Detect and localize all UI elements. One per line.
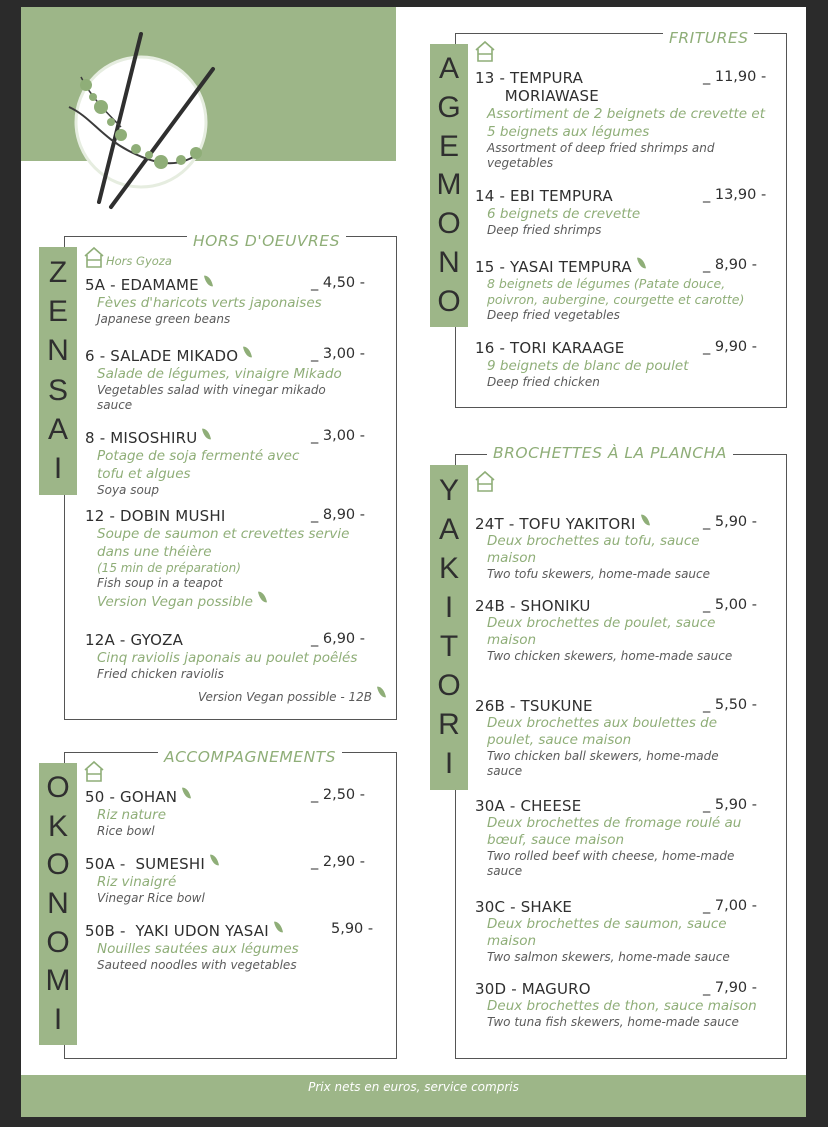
house-icon bbox=[475, 40, 495, 62]
french-description: Salade de légumes, vinaigre Mikado bbox=[97, 366, 342, 382]
french-description: Riz nature bbox=[97, 807, 167, 823]
price: _ 3,00 - bbox=[311, 428, 365, 444]
leaf-icon bbox=[258, 590, 267, 603]
menu-item-tofu-yakitori: 24T - TOFU YAKITORI _ 5,90 - Deux brochettes au tofu, sauce maison Two tofu skewers, home-made sauce bbox=[475, 514, 775, 582]
leaf-icon bbox=[641, 513, 650, 526]
menu-item-yasai-tempura: 15 - YASAI TEMPURA _ 8,90 - 8 beignets de légumes (Patate douce, poivron, aubergine, courgette et carotte) Deep fried vegetables bbox=[475, 257, 775, 323]
menu-item-tsukune: 26B - TSUKUNE _ 5,50 - Deux brochettes aux boulettes de poulet, sauce maison Two chicken ball skewers, home-made sauce bbox=[475, 697, 757, 778]
leaf-icon bbox=[204, 274, 213, 287]
hors-doeuvres-title: HORS D'OEUVRES bbox=[187, 232, 346, 250]
menu-item-shake: 30C - SHAKE _ 7,00 - Deux brochettes de saumon, sauce maison Two salmon skewers, home-made sauce bbox=[475, 898, 775, 965]
english-description: Sauteed noodles with vegetables bbox=[97, 958, 297, 972]
price: _ 7,00 - bbox=[703, 898, 757, 914]
menu-item-shoniku: 24B - SHONIKU _ 5,00 - Deux brochettes de poulet, sauce maison Two chicken skewers, home-made sauce bbox=[475, 597, 757, 663]
accompagnements-title: ACCOMPAGNEMENTS bbox=[158, 748, 342, 766]
english-description: Deep fried chicken bbox=[487, 375, 600, 389]
french-description: Riz vinaigré bbox=[97, 874, 177, 890]
english-description: Two tuna fish skewers, home-made sauce bbox=[487, 1015, 739, 1029]
menu-item-ebi-tempura: 14 - EBI TEMPURA _ 13,90 - 6 beignets de crevette Deep fried shrimps bbox=[475, 187, 775, 238]
logo-banner bbox=[21, 7, 396, 161]
menu-item-maguro: 30D - MAGURO _ 7,90 - Deux brochettes de thon, sauce maison Two tuna fish skewers, home-made sauce bbox=[475, 980, 775, 1030]
price: _ 2,90 - bbox=[311, 854, 365, 870]
house-icon bbox=[84, 760, 104, 782]
french-description: Cinq raviolis japonais au poulet poêlés bbox=[97, 650, 358, 666]
price: _ 5,90 - bbox=[703, 797, 757, 813]
french-description: Nouilles sautées aux légumes bbox=[97, 941, 299, 957]
price: _ 2,50 - bbox=[311, 787, 365, 803]
french-description: Deux brochettes de poulet, sauce maison bbox=[487, 615, 716, 648]
english-description: Two chicken ball skewers, home-made sauce bbox=[487, 749, 719, 778]
english-description: Fried chicken raviolis bbox=[97, 667, 224, 681]
english-description: Two salmon skewers, home-made sauce bbox=[487, 950, 730, 964]
french-description: 6 beignets de crevette bbox=[487, 206, 641, 222]
english-description: Assortment of deep fried shrimps and vegetables bbox=[487, 141, 715, 170]
menu-item-dobin-mushi: 12 - DOBIN MUSHI _ 8,90 - Soupe de saumon et crevettes servie dans une théière (15 min de préparation) Fish soup in a teapot Version Vegan possible bbox=[85, 507, 385, 611]
vegan-note: Version Vegan possible bbox=[97, 594, 253, 610]
menu-item-gyoza: 12A - GYOZA _ 6,90 - Cinq raviolis japonais au poulet poêlés Fried chicken raviolis Version Vegan possible - 12B bbox=[85, 631, 385, 705]
price: _ 5,50 - bbox=[703, 697, 757, 713]
yakitori-vertical-label: Y A K I T O R I bbox=[430, 465, 468, 790]
leaf-icon bbox=[202, 427, 211, 440]
leaf-icon bbox=[243, 345, 252, 358]
house-icon bbox=[475, 470, 495, 492]
french-description: Assortiment de 2 beignets de crevette et 5 beignets aux légumes bbox=[487, 106, 765, 140]
french-description: Deux brochettes de thon, sauce maison bbox=[487, 998, 757, 1014]
price: _ 7,90 - bbox=[703, 980, 757, 996]
menu-item-tori-karaage: 16 - TORI KARAAGE _ 9,90 - 9 beignets de blanc de poulet Deep fried chicken bbox=[475, 339, 775, 390]
english-description: Deep fried shrimps bbox=[487, 223, 602, 237]
leaf-icon bbox=[274, 920, 283, 933]
brochettes-title: BROCHETTES À LA PLANCHA bbox=[487, 444, 733, 462]
house-icon bbox=[84, 246, 104, 268]
leaf-icon bbox=[637, 256, 646, 269]
leaf-icon bbox=[377, 685, 386, 698]
menu-item-cheese: 30A - CHEESE _ 5,90 - Deux brochettes de fromage roulé au bœuf, sauce maison Two rolled beef with cheese, home-made sauce bbox=[475, 797, 775, 879]
french-description: Potage de soja fermenté avec tofu et algues bbox=[97, 448, 300, 482]
price: _ 5,00 - bbox=[703, 597, 757, 613]
french-description: Deux brochettes aux boulettes de poulet, sauce maison bbox=[487, 715, 718, 748]
price: _ 13,90 - bbox=[703, 187, 767, 203]
english-description: Rice bowl bbox=[97, 824, 155, 838]
menu-item-misoshiru: 8 - MISOSHIRU _ 3,00 - Potage de soja fermenté avec tofu et algues Soya soup bbox=[85, 428, 385, 498]
price: _ 9,90 - bbox=[703, 339, 757, 355]
price: _ 3,00 - bbox=[311, 346, 365, 362]
french-description: 9 beignets de blanc de poulet bbox=[487, 358, 689, 374]
fritures-title: FRITURES bbox=[663, 29, 754, 47]
french-description: Fèves d'haricots verts japonaises bbox=[97, 295, 322, 311]
preparation-note: (15 min de préparation) bbox=[97, 561, 241, 575]
english-description: Vegetables salad with vinegar mikado sauce bbox=[97, 383, 326, 412]
footer-note: Prix nets en euros, service compris bbox=[308, 1080, 519, 1094]
french-description: Deux brochettes au tofu, sauce maison bbox=[487, 533, 700, 566]
zensai-vertical-label: Z E N S A I bbox=[39, 247, 77, 495]
price: _ 5,90 - bbox=[703, 514, 757, 530]
english-description: Soya soup bbox=[97, 483, 160, 497]
french-description: Deux brochettes de fromage roulé au bœuf, sauce maison bbox=[487, 815, 742, 848]
chopsticks-blossom-logo bbox=[61, 27, 261, 237]
leaf-icon bbox=[182, 786, 191, 799]
menu-item-tempura-moriawase: 13 - TEMPURA MORIAWASE _ 11,90 - Assortiment de 2 beignets de crevette et 5 beignets aux légumes Assortment of deep fried shrimps and vegetables bbox=[475, 69, 775, 171]
french-description: Soupe de saumon et crevettes servie dans une théière bbox=[97, 526, 350, 560]
menu-item-salade-mikado: 6 - SALADE MIKADO _ 3,00 - Salade de légumes, vinaigre Mikado Vegetables salad with vinegar mikado sauce bbox=[85, 346, 385, 413]
english-description: Two chicken skewers, home-made sauce bbox=[487, 649, 733, 663]
menu-item-sumeshi: 50A - SUMESHI _ 2,90 - Riz vinaigré Vinegar Rice bowl bbox=[85, 854, 385, 906]
menu-item-edamame: 5A - EDAMAME _ 4,50 - Fèves d'haricots verts japonaises Japanese green beans bbox=[85, 275, 385, 327]
price: 5,90 - bbox=[331, 921, 374, 937]
menu-item-yaki-udon-yasai: 50B - YAKI UDON YASAI 5,90 - Nouilles sautées aux légumes Sauteed noodles with vegetables bbox=[85, 921, 385, 973]
english-description: Deep fried vegetables bbox=[487, 308, 620, 322]
english-description: Vinegar Rice bowl bbox=[97, 891, 205, 905]
price: _ 8,90 - bbox=[703, 257, 757, 273]
menu-item-gohan: 50 - GOHAN _ 2,50 - Riz nature Rice bowl bbox=[85, 787, 385, 839]
price: _ 6,90 - bbox=[311, 631, 365, 647]
hors-gyoza-note: Hors Gyoza bbox=[106, 254, 172, 268]
footer-banner bbox=[21, 1075, 806, 1117]
english-description: Fish soup in a teapot bbox=[97, 576, 223, 590]
agemono-vertical-label: A G E M O N O bbox=[430, 44, 468, 327]
vegan-note: Version Vegan possible - 12B bbox=[197, 690, 372, 704]
french-description: Deux brochettes de saumon, sauce maison bbox=[487, 916, 727, 949]
menu-page bbox=[21, 7, 806, 1117]
english-description: Japanese green beans bbox=[97, 312, 231, 326]
english-description: Two tofu skewers, home-made sauce bbox=[487, 567, 711, 581]
english-description: Two rolled beef with cheese, home-made sauce bbox=[487, 849, 735, 878]
okonomi-vertical-label: O K O N O M I bbox=[39, 763, 77, 1045]
price: _ 4,50 - bbox=[311, 275, 365, 291]
leaf-icon bbox=[210, 853, 219, 866]
price: _ 8,90 - bbox=[311, 507, 365, 523]
french-description: 8 beignets de légumes (Patate douce, poivron, aubergine, courgette et carotte) bbox=[487, 276, 745, 307]
price: _ 11,90 - bbox=[703, 69, 767, 85]
